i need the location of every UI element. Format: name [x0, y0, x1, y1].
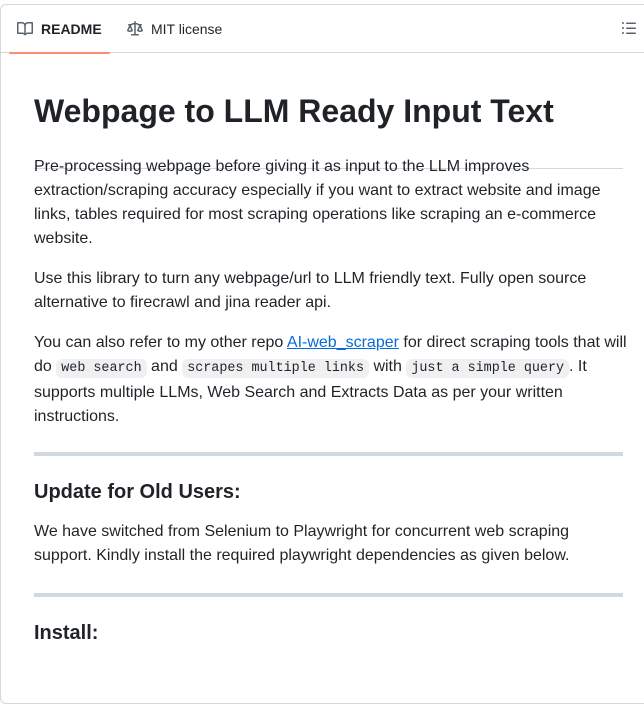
update-paragraph: We have switched from Selenium to Playwright for concurrent web scraping support. Kindly install the required playwright dependencies as given below. — [34, 523, 570, 564]
tab-readme[interactable] — [9, 5, 110, 53]
p3-text-2: for direct scraping tools that will do — [34, 334, 627, 375]
update-heading: Update for Old Users: — [34, 481, 241, 503]
p3-text-1: You can also refer to my other repo — [34, 334, 287, 351]
tab-mit-license[interactable] — [119, 5, 230, 53]
tab-license-label: MIT license — [151, 21, 223, 37]
list-unordered-icon — [621, 23, 637, 40]
p3-text-5: . It supports multiple LLMs, Web Search and Extracts Data as per your written instructions. — [34, 358, 587, 425]
outline-button[interactable] — [621, 20, 639, 38]
p3-text-3: and — [146, 358, 183, 375]
readme-panel — [0, 4, 644, 704]
code-just-a-simple-query: just a simple query — [406, 359, 569, 378]
horizontal-rule — [34, 593, 623, 597]
p3-text-4: with — [369, 358, 407, 375]
horizontal-rule — [34, 452, 623, 456]
readme-title: Webpage to LLM Ready Input Text — [34, 91, 623, 169]
scale-icon — [127, 21, 143, 37]
code-web-search: web search — [56, 359, 146, 378]
usage-paragraph: Use this library to turn any webpage/url to LLM friendly text. Fully open source alternative to firecrawl and jina reader api. — [34, 270, 587, 311]
related-repo-paragraph — [34, 331, 630, 429]
book-icon — [17, 21, 33, 37]
ai-web-scraper-link[interactable]: AI-web_scraper — [286, 334, 399, 351]
install-heading: Install: — [34, 622, 99, 644]
tab-readme-label: README — [41, 21, 102, 37]
code-scrapes-multiple-links: scrapes multiple links — [182, 359, 369, 378]
intro-paragraph: Pre-processing webpage before giving it as input to the LLM improves extraction/scraping accuracy especially if you want to extract website and image links, tables required for most scraping operations like scraping an e-commerce website. — [34, 158, 601, 247]
readme-tab-bar — [1, 5, 644, 53]
